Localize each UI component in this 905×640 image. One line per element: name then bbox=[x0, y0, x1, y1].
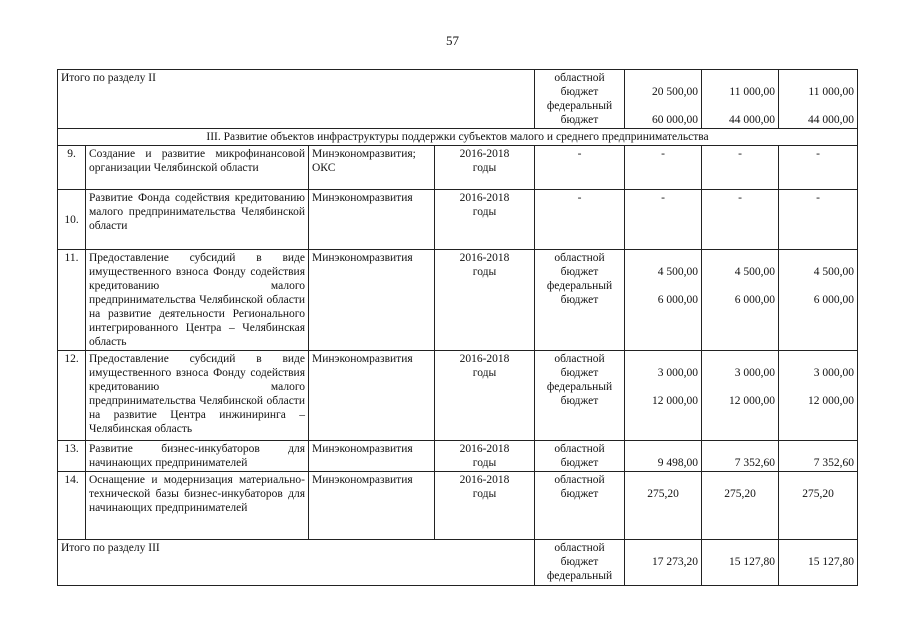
source-line: областной bbox=[554, 252, 605, 264]
funding-source bbox=[535, 250, 625, 351]
table-row bbox=[58, 472, 858, 540]
amount-2018: - bbox=[779, 146, 858, 190]
regional-amount: 3 000,00 bbox=[734, 367, 775, 379]
funding-source bbox=[535, 351, 625, 441]
federal-amount: 60 000,00 bbox=[652, 114, 698, 126]
executor: Минэкономразвития; ОКС bbox=[309, 146, 435, 190]
section-3-header-row bbox=[58, 129, 858, 146]
source-line: бюджет bbox=[560, 395, 599, 407]
regional-amount: 275,20 bbox=[802, 488, 834, 500]
period bbox=[435, 472, 535, 540]
regional-amount: 4 500,00 bbox=[813, 266, 854, 278]
regional-amount: 15 127,80 bbox=[729, 556, 775, 568]
total-label bbox=[58, 540, 535, 586]
source-line: бюджет bbox=[560, 266, 599, 278]
executor: Минэкономразвития bbox=[309, 441, 435, 472]
period bbox=[435, 441, 535, 472]
funding-source bbox=[535, 441, 625, 472]
period-years: 2016-2018 bbox=[459, 443, 510, 455]
activity-name: Развитие бизнес-инкубаторов для начинающих предпринимателей bbox=[86, 441, 309, 472]
table-row bbox=[58, 351, 858, 441]
activity-name: Предоставление субсидий в виде имущественного взноса Фонду содействия кредитованию малого предпринимательства Челябинской области на развитие Центра инжиниринга – Челябинская область bbox=[86, 351, 309, 441]
amount-2018 bbox=[779, 250, 858, 351]
amount-2017: - bbox=[702, 190, 779, 250]
source-line: бюджет bbox=[560, 457, 599, 469]
amount-2016 bbox=[625, 540, 702, 586]
period bbox=[435, 351, 535, 441]
amount-2017 bbox=[702, 351, 779, 441]
regional-amount: 4 500,00 bbox=[657, 266, 698, 278]
table-row bbox=[58, 146, 858, 190]
amount-2018 bbox=[779, 441, 858, 472]
source-line: федеральный bbox=[546, 280, 613, 292]
executor: Минэкономразвития bbox=[309, 190, 435, 250]
federal-amount: 44 000,00 bbox=[808, 114, 854, 126]
amount-2017: - bbox=[702, 146, 779, 190]
regional-amount: 7 352,60 bbox=[734, 457, 775, 469]
activity-name: Оснащение и модернизация материально-технической базы бизнес-инкубаторов для начинающих предпринимателей bbox=[86, 472, 309, 540]
regional-amount: 11 000,00 bbox=[808, 86, 854, 98]
section-title: III. Развитие объектов инфраструктуры поддержки субъектов малого и среднего предпринимательства bbox=[58, 129, 858, 146]
regional-amount: 20 500,00 bbox=[652, 86, 698, 98]
total-label-text: Итого по разделу II bbox=[61, 72, 156, 84]
regional-amount: 3 000,00 bbox=[813, 367, 854, 379]
total-label-text: Итого по разделу III bbox=[61, 542, 160, 554]
activity-name: Предоставление субсидий в виде имущественного взноса Фонду содействия кредитованию малого предпринимательства Челябинской области на развитие деятельности Регионального интегрированного Центра – Челябинская область bbox=[86, 250, 309, 351]
activity-name: Развитие Фонда содействия кредитованию малого предпринимательства Челябинской области bbox=[86, 190, 309, 250]
period-years: 2016-2018 bbox=[459, 252, 510, 264]
regional-amount: 15 127,80 bbox=[808, 556, 854, 568]
funding-source bbox=[535, 472, 625, 540]
regional-amount: 11 000,00 bbox=[729, 86, 775, 98]
amount-2018 bbox=[779, 351, 858, 441]
source-line: областной bbox=[554, 474, 605, 486]
regional-amount: 275,20 bbox=[724, 488, 756, 500]
amount-2017 bbox=[702, 70, 779, 129]
source-line: федеральный bbox=[546, 381, 613, 393]
amount-2018 bbox=[779, 70, 858, 129]
executor: Минэкономразвития bbox=[309, 472, 435, 540]
source-line: бюджет bbox=[560, 367, 599, 379]
source-line: областной bbox=[554, 542, 605, 554]
total-label bbox=[58, 70, 535, 129]
regional-amount: 275,20 bbox=[647, 488, 679, 500]
amount-2016: - bbox=[625, 190, 702, 250]
federal-amount: 44 000,00 bbox=[729, 114, 775, 126]
source-line: бюджет bbox=[560, 294, 599, 306]
federal-amount: 6 000,00 bbox=[813, 294, 854, 306]
period-unit: годы bbox=[472, 457, 497, 469]
period-unit: годы bbox=[472, 162, 497, 174]
amount-2018 bbox=[779, 472, 858, 540]
amount-2017 bbox=[702, 250, 779, 351]
source-line: бюджет bbox=[560, 114, 599, 126]
period-unit: годы bbox=[472, 266, 497, 278]
period bbox=[435, 190, 535, 250]
row-number: 14. bbox=[58, 472, 86, 540]
period-years: 2016-2018 bbox=[459, 474, 510, 486]
row-number: 13. bbox=[58, 441, 86, 472]
funding-source bbox=[535, 540, 625, 586]
amount-2016 bbox=[625, 250, 702, 351]
total-row-section-2 bbox=[58, 70, 858, 129]
amount-2016: - bbox=[625, 146, 702, 190]
period bbox=[435, 146, 535, 190]
amount-2017 bbox=[702, 472, 779, 540]
row-number: 9. bbox=[58, 146, 86, 190]
regional-amount: 3 000,00 bbox=[657, 367, 698, 379]
row-number: 11. bbox=[58, 250, 86, 351]
row-number: 10. bbox=[58, 190, 86, 250]
row-number: 12. bbox=[58, 351, 86, 441]
amount-2017 bbox=[702, 540, 779, 586]
amount-2017 bbox=[702, 441, 779, 472]
budget-table bbox=[57, 69, 858, 586]
amount-2016 bbox=[625, 70, 702, 129]
table-row bbox=[58, 190, 858, 250]
regional-amount: 17 273,20 bbox=[652, 556, 698, 568]
source-line: бюджет bbox=[560, 556, 599, 568]
regional-amount: 9 498,00 bbox=[657, 457, 698, 469]
federal-amount: 12 000,00 bbox=[652, 395, 698, 407]
period-years: 2016-2018 bbox=[459, 353, 510, 365]
period bbox=[435, 250, 535, 351]
period-years: 2016-2018 bbox=[459, 192, 510, 204]
federal-amount: 6 000,00 bbox=[657, 294, 698, 306]
federal-amount: 6 000,00 bbox=[734, 294, 775, 306]
source-line: федеральный bbox=[546, 570, 613, 582]
funding-source: - bbox=[535, 190, 625, 250]
source-line: областной bbox=[554, 353, 605, 365]
source-line: федеральный bbox=[546, 100, 613, 112]
regional-amount: 4 500,00 bbox=[734, 266, 775, 278]
activity-name: Создание и развитие микрофинансовой организации Челябинской области bbox=[86, 146, 309, 190]
federal-amount: 12 000,00 bbox=[729, 395, 775, 407]
executor: Минэкономразвития bbox=[309, 351, 435, 441]
federal-amount: 12 000,00 bbox=[808, 395, 854, 407]
period-years: 2016-2018 bbox=[459, 148, 510, 160]
source-line: областной bbox=[554, 443, 605, 455]
amount-2016 bbox=[625, 472, 702, 540]
source-line: бюджет bbox=[560, 86, 599, 98]
executor: Минэкономразвития bbox=[309, 250, 435, 351]
amount-2016 bbox=[625, 351, 702, 441]
source-line: бюджет bbox=[560, 488, 599, 500]
table-row bbox=[58, 441, 858, 472]
funding-source: - bbox=[535, 146, 625, 190]
regional-amount: 7 352,60 bbox=[813, 457, 854, 469]
table-row bbox=[58, 250, 858, 351]
amount-2016 bbox=[625, 441, 702, 472]
period-unit: годы bbox=[472, 206, 497, 218]
total-row-section-3 bbox=[58, 540, 858, 586]
page-number: 57 bbox=[446, 33, 459, 48]
funding-source bbox=[535, 70, 625, 129]
period-unit: годы bbox=[472, 367, 497, 379]
period-unit: годы bbox=[472, 488, 497, 500]
source-line: областной bbox=[554, 72, 605, 84]
amount-2018 bbox=[779, 540, 858, 586]
amount-2018: - bbox=[779, 190, 858, 250]
